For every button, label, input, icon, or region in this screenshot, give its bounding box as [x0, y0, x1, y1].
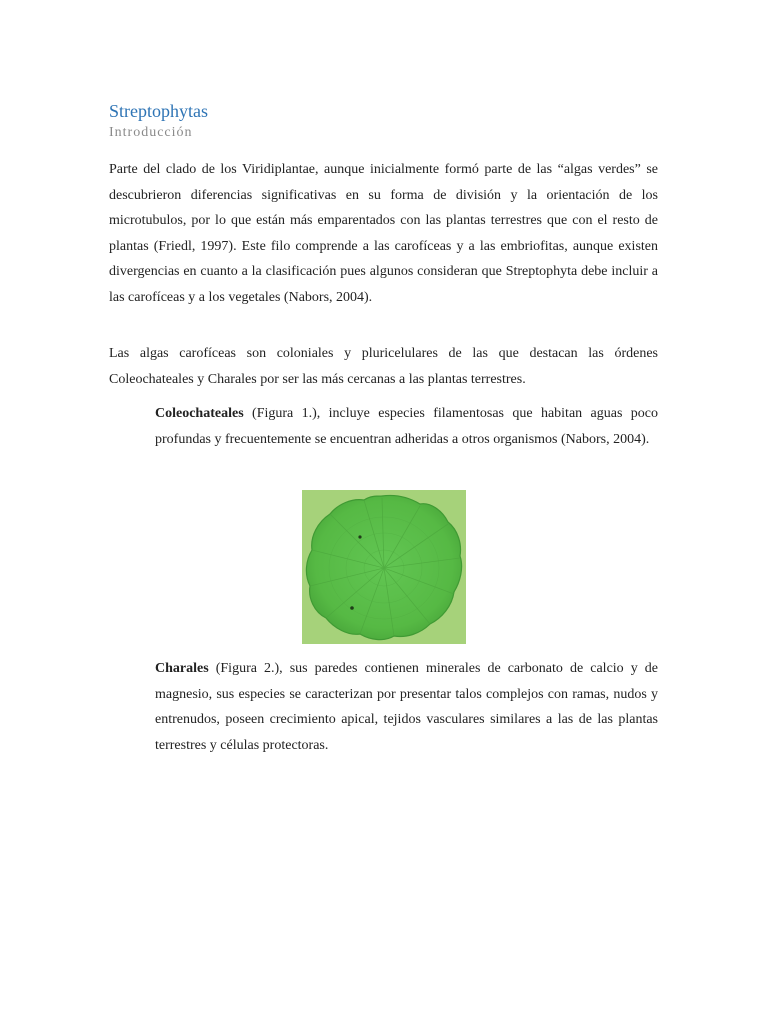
intro-paragraph: Parte del clado de los Viridiplantae, aunque inicialmente formó parte de las “algas verdes” se descubrieron diferencias significativas en su forma de división y la orientación de los microtubulos, por lo que están más emparentados con las plantas terrestres que con el resto de plantas (Friedl, 1997). Este filo comprende a las carofíceas y a las embriofitas, aunque existen divergencias en cuanto a la clasificación pues algunos consideran que Streptophyta debe incluir a las carofíceas y a los vegetales (Nabors, 2004). — [109, 162, 658, 305]
dark-spot — [358, 535, 361, 538]
charales-paragraph — [155, 656, 658, 758]
document-title: Streptophytas — [109, 101, 208, 121]
coleochaete-figure-image — [302, 490, 466, 644]
charales-text: (Figura 2.), sus paredes contienen minerales de carbonato de calcio y de magnesio, sus especies se caracterizan por presentar talos complejos con ramas, nudos y entrenudos, poseen crecimiento apical, tejidos vasculares similares a las de las plantas terrestres y células protectoras. — [155, 661, 658, 753]
coleochateales-text: (Figura 1.), incluye especies filamentosas que habitan aguas poco profundas y frecuentemente se encuentran adheridas a otros organismos (Nabors, 2004). — [155, 406, 658, 447]
coleochaete-thallus-illustration — [302, 490, 466, 644]
section-subtitle: Introducción — [109, 125, 193, 140]
coleochateales-paragraph — [155, 401, 658, 452]
dark-spot — [350, 606, 354, 610]
charales-term: Charales — [155, 661, 209, 676]
carofíceas-paragraph: Las algas carofíceas son coloniales y pluricelulares de las que destacan las órdenes Coleochateales y Charales por ser las más cercanas a las plantas terrestres. — [109, 346, 658, 387]
coleochateales-term: Coleochateales — [155, 406, 244, 421]
